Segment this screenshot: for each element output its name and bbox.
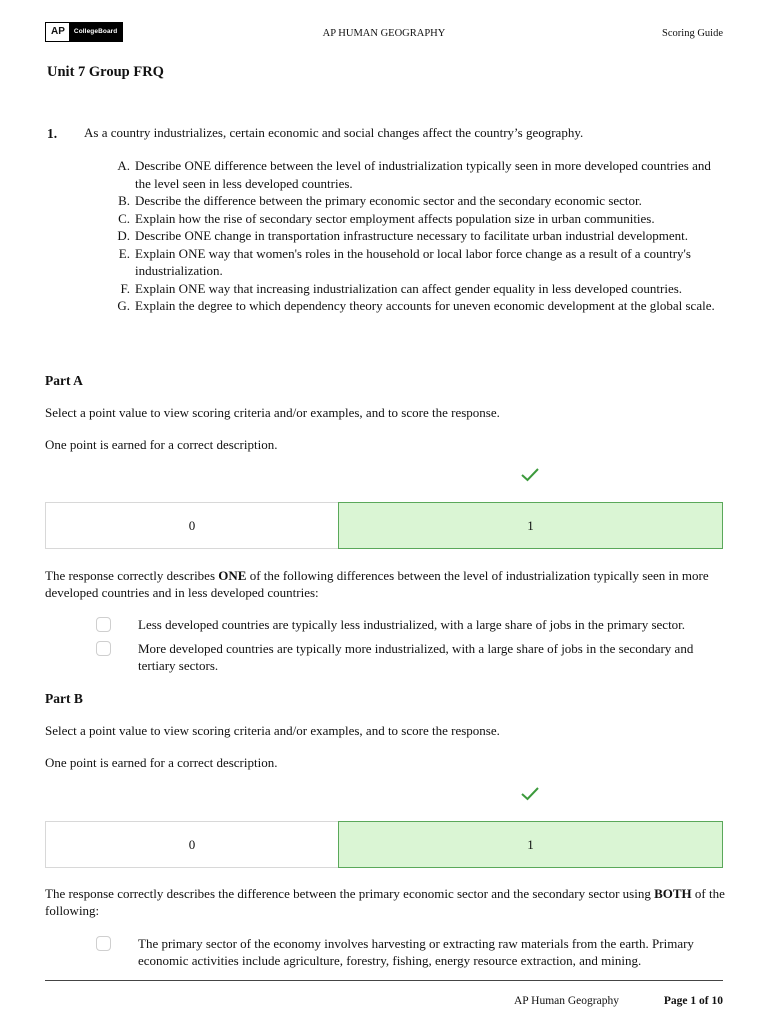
part-a-score-1-button[interactable]: 1 [338,502,723,549]
part-text: Explain the degree to which dependency theory accounts for uneven economic development at the global scale. [135,298,715,313]
option-text: Less developed countries are typically less industrialized, with a large share of jobs in the primary sector. [138,617,686,632]
criteria-emphasis: ONE [218,568,247,583]
page-header [45,22,723,44]
part-b-heading: Part B [45,691,83,706]
part-b-score-0-button[interactable]: 0 [45,821,338,868]
part-letter: A. [117,158,130,173]
part-text: Describe ONE difference between the level of industrialization typically seen in more developed countries and the level seen in less developed countries. [135,158,711,191]
footer-divider [45,980,723,981]
part-a-score-selector [45,502,723,549]
question-part [106,157,726,192]
part-letter: G. [117,298,130,313]
footer-subject: AP Human Geography [514,995,619,1007]
part-b-score-1-button[interactable]: 1 [338,821,723,868]
part-letter: B. [118,193,130,208]
logo-collegeboard: CollegeBoard [69,23,122,41]
part-text: Describe ONE change in transportation infrastructure necessary to facilitate urban industrial development. [135,228,689,243]
part-letter: E. [118,245,130,261]
question-part [106,227,726,245]
question-part [106,192,726,210]
footer-page-number: Page 1 of 10 [663,995,723,1007]
question-parts-list [106,157,726,315]
header-label: Scoring Guide [662,28,723,39]
part-a-criteria [45,567,725,601]
part-text: Explain how the rise of secondary sector employment affects population size in urban communities. [135,210,655,226]
criteria-text: The response correctly describes [45,568,219,583]
question-part [106,297,726,315]
part-letter: C. [118,210,130,226]
check-icon [520,467,540,483]
option-checkbox[interactable] [96,641,111,656]
question-number: 1. [47,126,58,141]
criteria-emphasis: BOTH [654,886,692,901]
part-b-instruction: Select a point value to view scoring criteria and/or examples, and to score the response. [45,723,500,738]
part-letter: D. [117,228,130,243]
part-a-heading: Part A [45,373,83,388]
header-title: AP HUMAN GEOGRAPHY [322,28,446,39]
part-b-option [96,935,726,969]
part-a-instruction: Select a point value to view scoring criteria and/or examples, and to score the response. [45,405,500,420]
question-part [106,245,726,280]
question-part [106,280,726,298]
criteria-text: of the following differences between the level of industrialization typically seen in more developed countries and in less developed countries: [45,568,709,600]
option-text: More developed countries are typically more industrialized, with a large share of jobs in the secondary and tertiary sectors. [138,641,694,673]
part-text: Explain ONE way that increasing industrialization can affect gender equality in less developed countries. [135,280,683,296]
option-checkbox[interactable] [96,936,111,951]
criteria-text: The response correctly describes the difference between the primary economic sector and the secondary sector using [45,886,655,901]
criteria-text: of the following: [45,886,725,918]
option-checkbox[interactable] [96,617,111,632]
part-letter: F. [120,280,130,296]
part-b-score-selector [45,821,723,868]
part-b-earn-text: One point is earned for a correct description. [45,755,278,770]
part-text: Describe the difference between the primary economic sector and the secondary economic sector. [135,193,642,208]
question-part [106,210,726,228]
part-a-earn-text: One point is earned for a correct description. [45,437,278,452]
option-text: The primary sector of the economy involves harvesting or extracting raw materials from the earth. Primary economic activities include agriculture, forestry, fishing, energy resource extraction, and mining. [138,936,694,968]
check-icon [520,786,540,802]
part-a-option [96,616,726,633]
part-a-option [96,640,726,674]
part-a-score-0-button[interactable]: 0 [45,502,338,549]
part-text: Explain ONE way that women's roles in the household or local labor force change as a result of a country's industrialization. [135,245,691,278]
question-stem: As a country industrializes, certain economic and social changes affect the country’s geography. [84,125,584,140]
part-b-criteria [45,885,725,919]
logo-ap: AP [51,26,65,37]
document-title: Unit 7 Group FRQ [47,64,164,80]
